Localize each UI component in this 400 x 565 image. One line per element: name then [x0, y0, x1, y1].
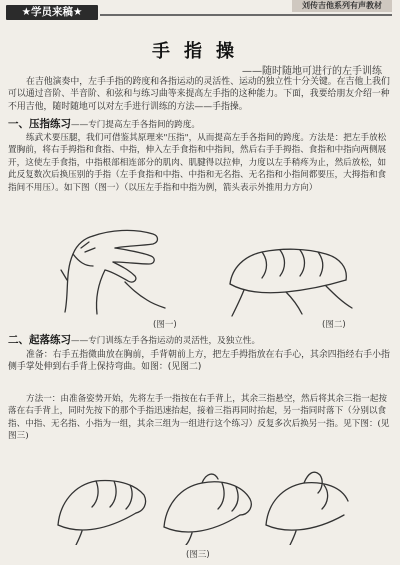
section1-body: 练武术要压腿，我们可借鉴其原理来"压指"，从而提高左手各指间的跨度。方法是：把左手放松置胸前，将右手拇指和食指、中指，伸入左手食指和中指间，然后右手手拇指、食指和中指向两侧展开，这使左手食指，中指根部相连部分的肌肉、肌腱得以拉伸，力度以左手稍疼为止，然后放松，如此反复数次后换压别的手指（左手食指和中指、中指和无名指、无名指和小指间都要压，大拇指和食指间不用压）。如下图（图一）（以压左手指和中指为例，箭头表示外推用力方向）	[8, 133, 387, 193]
figure-1-caption: (图一)	[153, 320, 177, 330]
figure-2-illustration	[222, 238, 362, 318]
figure-2-caption: (图二)	[322, 320, 346, 330]
section2-subtitle: ——专门训练左手各指运动的灵活性，及独立性。	[71, 336, 261, 346]
header-band	[0, 0, 400, 18]
section2-method: 方法一：由准备姿势开始，先将左手一指按在右手背上，其余三指悬空，然后将其余三指一起按落在右手背上，同时先按下的那个手指迅速抬起，接着三指再同时抬起，另一指同时落下（分别以食指、中指、无名指、小指为一组，其余三组为一组进行这个练习）反复多次后换另一指。见下图：(见图三)	[8, 394, 390, 442]
section1-subtitle: ——专门提高左手各指间的跨度。	[71, 120, 200, 130]
section1-title: 一、压指练习	[8, 118, 71, 130]
section1-heading	[8, 118, 390, 132]
article-title: 手指操	[152, 41, 248, 62]
article-subtitle: ——随时随地可进行的左手训练	[242, 66, 382, 77]
figure-1-illustration	[55, 222, 175, 317]
series-label: 刘传吉他系列有声教材	[292, 0, 392, 12]
intro-paragraph: 在吉他演奏中，左手手指的跨度和各指运动的灵活性、运动的独立性十分关键。在吉他上我们可以通过音阶、半音阶、和弦和与练习曲等来提高左手指的这种能力。下面，我要给朋友介绍一种不用吉他，随时随地可以对左手进行训练的方法——手指操。	[8, 77, 390, 112]
figure-3-panel-3	[266, 472, 348, 545]
section2-heading	[8, 334, 390, 348]
header-rule	[100, 14, 392, 16]
section2-title: 二、起落练习	[8, 334, 71, 346]
figure-3-caption: (图三)	[186, 550, 210, 560]
section2-prep: 准备：右手五指微曲放在胸前，手背朝前上方，把左手拇指放在右手心，其余四指经右手小指侧手掌处伸到右手背上保持弯曲。如图：(见图二)	[8, 350, 390, 373]
figure-3-panel-1	[58, 481, 146, 545]
figure-3-illustration	[52, 465, 352, 545]
figure-3-panel-2	[164, 474, 251, 545]
column-badge: ★学员来稿★	[6, 5, 98, 20]
